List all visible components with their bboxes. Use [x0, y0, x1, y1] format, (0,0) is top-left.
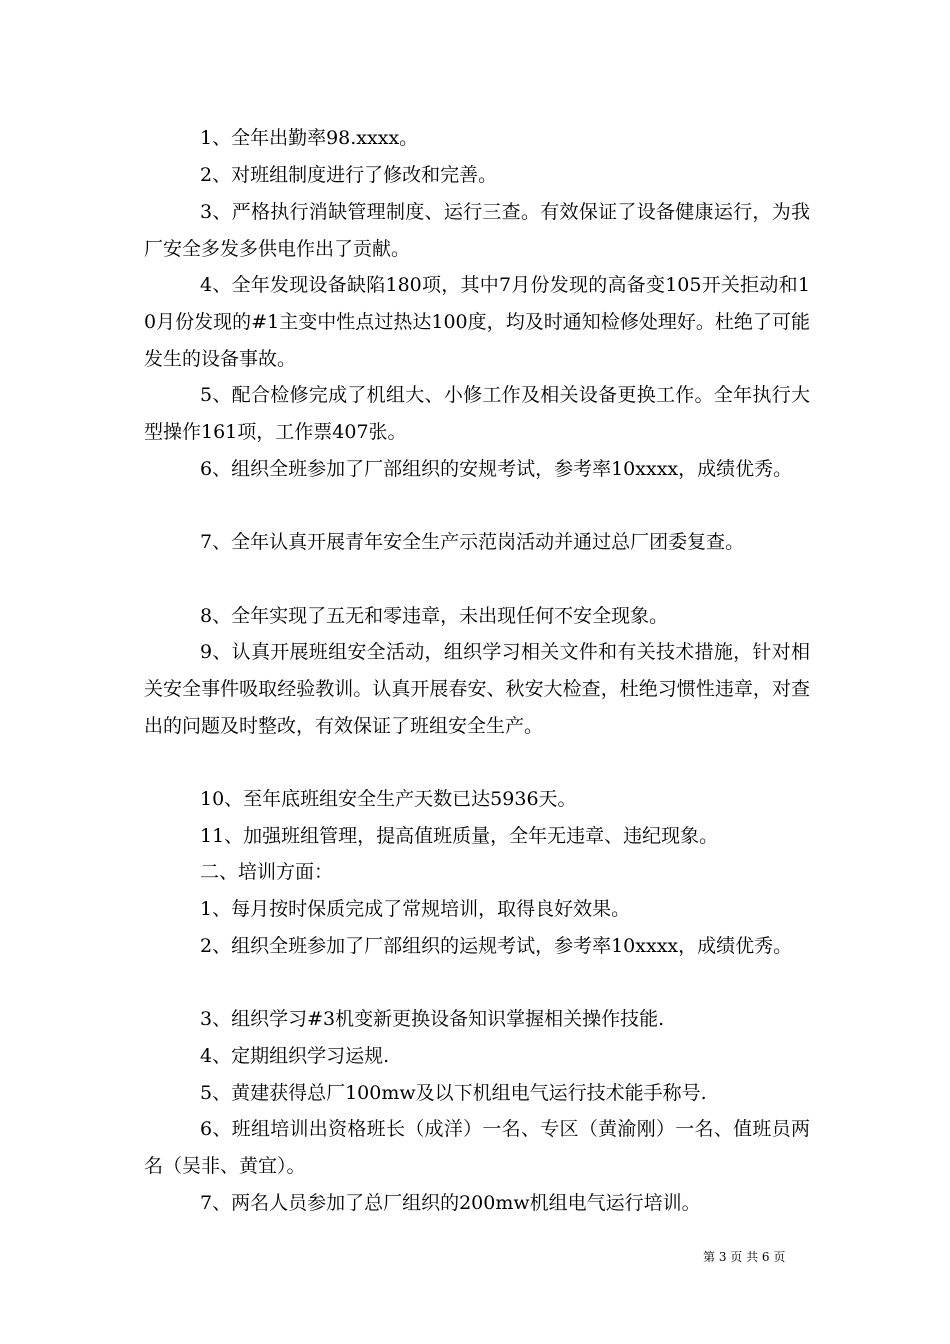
page-number-footer: 第 3 页 共 6 页: [703, 1250, 786, 1264]
paragraph-17: 6、班组培训出资格班长（成洋）一名、专区（黄渝刚）一名、值班员两名（吴非、黄宜）。: [144, 1118, 810, 1177]
paragraph-1: 1、全年出勤率98.xxxx。: [200, 127, 419, 149]
paragraph-9: 9、认真开展班组安全活动，组织学习相关文件和有关技术措施，针对相关安全事件吸取经验教训。认真开展春安、秋安大检查，杜绝习惯性违章，对查出的问题及时整改，有效保证了班组安全生产。: [144, 641, 810, 737]
paragraph-13: 2、组织全班参加了厂部组织的运规考试，参考率10xxxx，成绩优秀。: [200, 935, 793, 957]
paragraph-16: 5、黄建获得总厂100mw及以下机组电气运行技术能手称号.: [200, 1082, 707, 1104]
paragraph-14: 3、组织学习#3机变新更换设备知识掌握相关操作技能.: [200, 1008, 665, 1030]
paragraph-5: 5、配合检修完成了机组大、小修工作及相关设备更换工作。全年执行大型操作161项，工作票407张。: [144, 384, 810, 443]
paragraph-7: 7、全年认真开展青年安全生产示范岗活动并通过总厂团委复查。: [200, 531, 745, 553]
paragraph-12: 1、每月按时保质完成了常规培训，取得良好效果。: [200, 898, 631, 920]
section-heading-training: 二、培训方面：: [200, 861, 334, 883]
paragraph-15: 4、定期组织学习运规.: [200, 1045, 390, 1067]
paragraph-3: 3、严格执行消缺管理制度、运行三查。有效保证了设备健康运行，为我厂安全多发多供电作出了贡献。: [144, 201, 810, 260]
paragraph-18: 7、两名人员参加了总厂组织的200mw机组电气运行培训。: [200, 1192, 701, 1214]
paragraph-8: 8、全年实现了五无和零违章，未出现任何不安全现象。: [200, 605, 669, 627]
paragraph-4: 4、全年发现设备缺陷180项，其中7月份发现的高备变105开关拒动和10月份发现的#1主变中性点过热达100度，均及时通知检修处理好。杜绝了可能发生的设备事故。: [144, 274, 810, 370]
paragraph-6: 6、组织全班参加了厂部组织的安规考试，参考率10xxxx，成绩优秀。: [200, 458, 793, 480]
paragraph-2: 2、对班组制度进行了修改和完善。: [200, 164, 498, 186]
paragraph-10: 10、至年底班组安全生产天数已达5936天。: [200, 788, 577, 810]
paragraph-11: 11、加强班组管理，提高值班质量，全年无违章、违纪现象。: [200, 825, 719, 847]
